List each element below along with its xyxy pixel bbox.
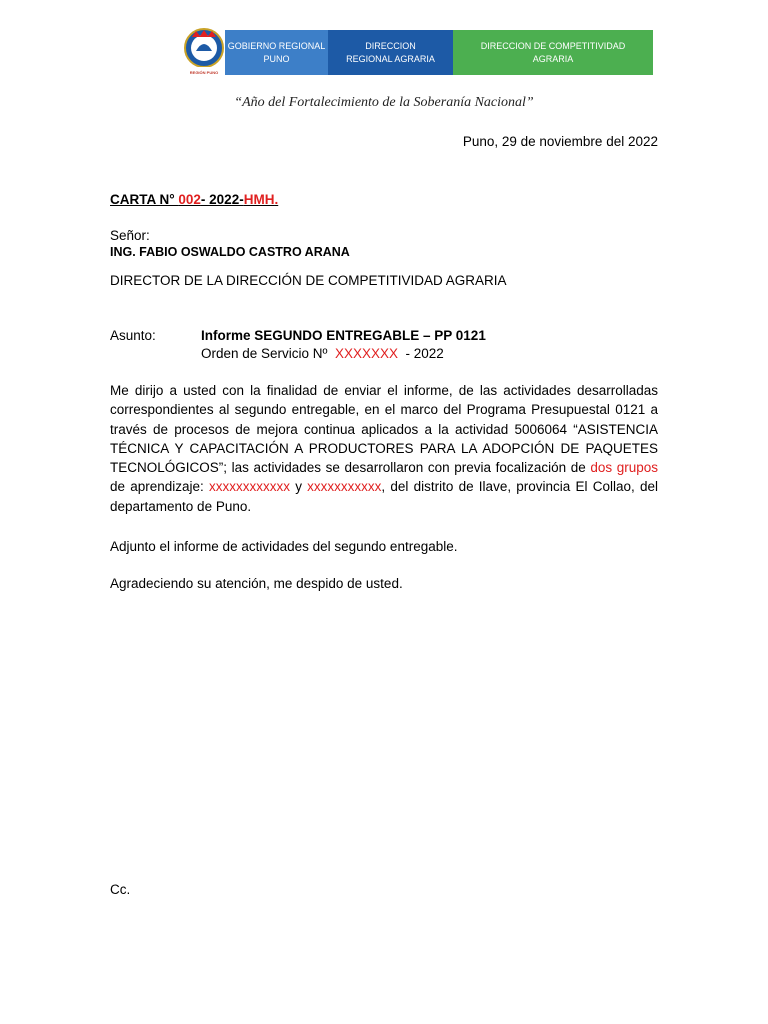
header-band-competitividad	[453, 30, 653, 75]
orden-prefix: Orden de Servicio Nº	[201, 346, 335, 361]
carta-prefix: CARTA N°	[110, 192, 179, 207]
header-band-gobierno	[225, 30, 328, 75]
band-3-line-1: DIRECCION DE COMPETITIVIDAD	[480, 40, 626, 51]
header-band-direccion	[328, 30, 453, 75]
body-paragraph-3: Agradeciendo su atención, me despido de usted.	[110, 576, 403, 591]
body-paragraph-1	[110, 381, 658, 516]
orden-de-servicio	[201, 346, 444, 361]
p1-highlight-groups: dos grupos	[590, 460, 658, 476]
carta-middle: - 2022-	[200, 192, 244, 207]
band-1-line-1: GOBIERNO REGIONAL	[227, 40, 326, 51]
p1-highlight-group-1: xxxxxxxxxxxx	[209, 479, 290, 495]
p1-text-4: , del distrito de Ilave, provincia El Collao, del departamento de Puno.	[110, 479, 658, 514]
carta-number: 002	[178, 192, 201, 207]
body-paragraph-2: Adjunto el informe de actividades del segundo entregable.	[110, 539, 458, 554]
regional-logo	[182, 27, 226, 79]
band-2-line-2: REGIONAL AGRARIA	[346, 53, 435, 64]
carta-suffix: .	[274, 192, 279, 207]
letter-date: Puno, 29 de noviembre del 2022	[462, 134, 658, 149]
p1-highlight-group-2: xxxxxxxxxxx	[307, 479, 382, 495]
logo-caption: REGIÓN PUNO	[189, 70, 219, 75]
orden-number: XXXXXXX	[335, 346, 399, 361]
p1-text-2: de aprendizaje:	[110, 479, 209, 495]
band-3-line-2: AGRARIA	[532, 53, 574, 64]
recipient-name: ING. FABIO OSWALDO CASTRO ARANA	[110, 245, 350, 259]
letter-number	[110, 192, 278, 207]
recipient-title: DIRECTOR DE LA DIRECCIÓN DE COMPETITIVIDAD AGRARIA	[110, 273, 507, 288]
asunto-value: Informe SEGUNDO ENTREGABLE – PP 0121	[201, 328, 486, 343]
orden-suffix: - 2022	[398, 346, 444, 361]
p1-text-3: y	[290, 479, 308, 495]
band-2-line-1: DIRECCION	[365, 40, 416, 51]
band-1-line-2: PUNO	[263, 53, 290, 64]
salutation: Señor:	[110, 228, 150, 243]
p1-text-1: Me dirijo a usted con la finalidad de enviar el informe, de las actividades desarrolladas correspondientes al segundo entregable, en el marco del Programa Presupuestal 0121 a través de procesos de mejora continua aplicados a la actividad 5006064 “ASISTENCIA TÉCNICA Y CAPACITACIÓN A PRODUCTORES PARA LA ADOPCIÓN DE PAQUETES TECNOLÓGICOS”; las actividades se desarrollaron con previa focalización de	[110, 383, 658, 476]
cc-label: Cc.	[110, 882, 131, 897]
year-motto: “Año del Fortalecimiento de la Soberanía Nacional”	[234, 95, 534, 110]
carta-code: HMH	[243, 192, 275, 207]
asunto-label: Asunto:	[110, 328, 156, 343]
